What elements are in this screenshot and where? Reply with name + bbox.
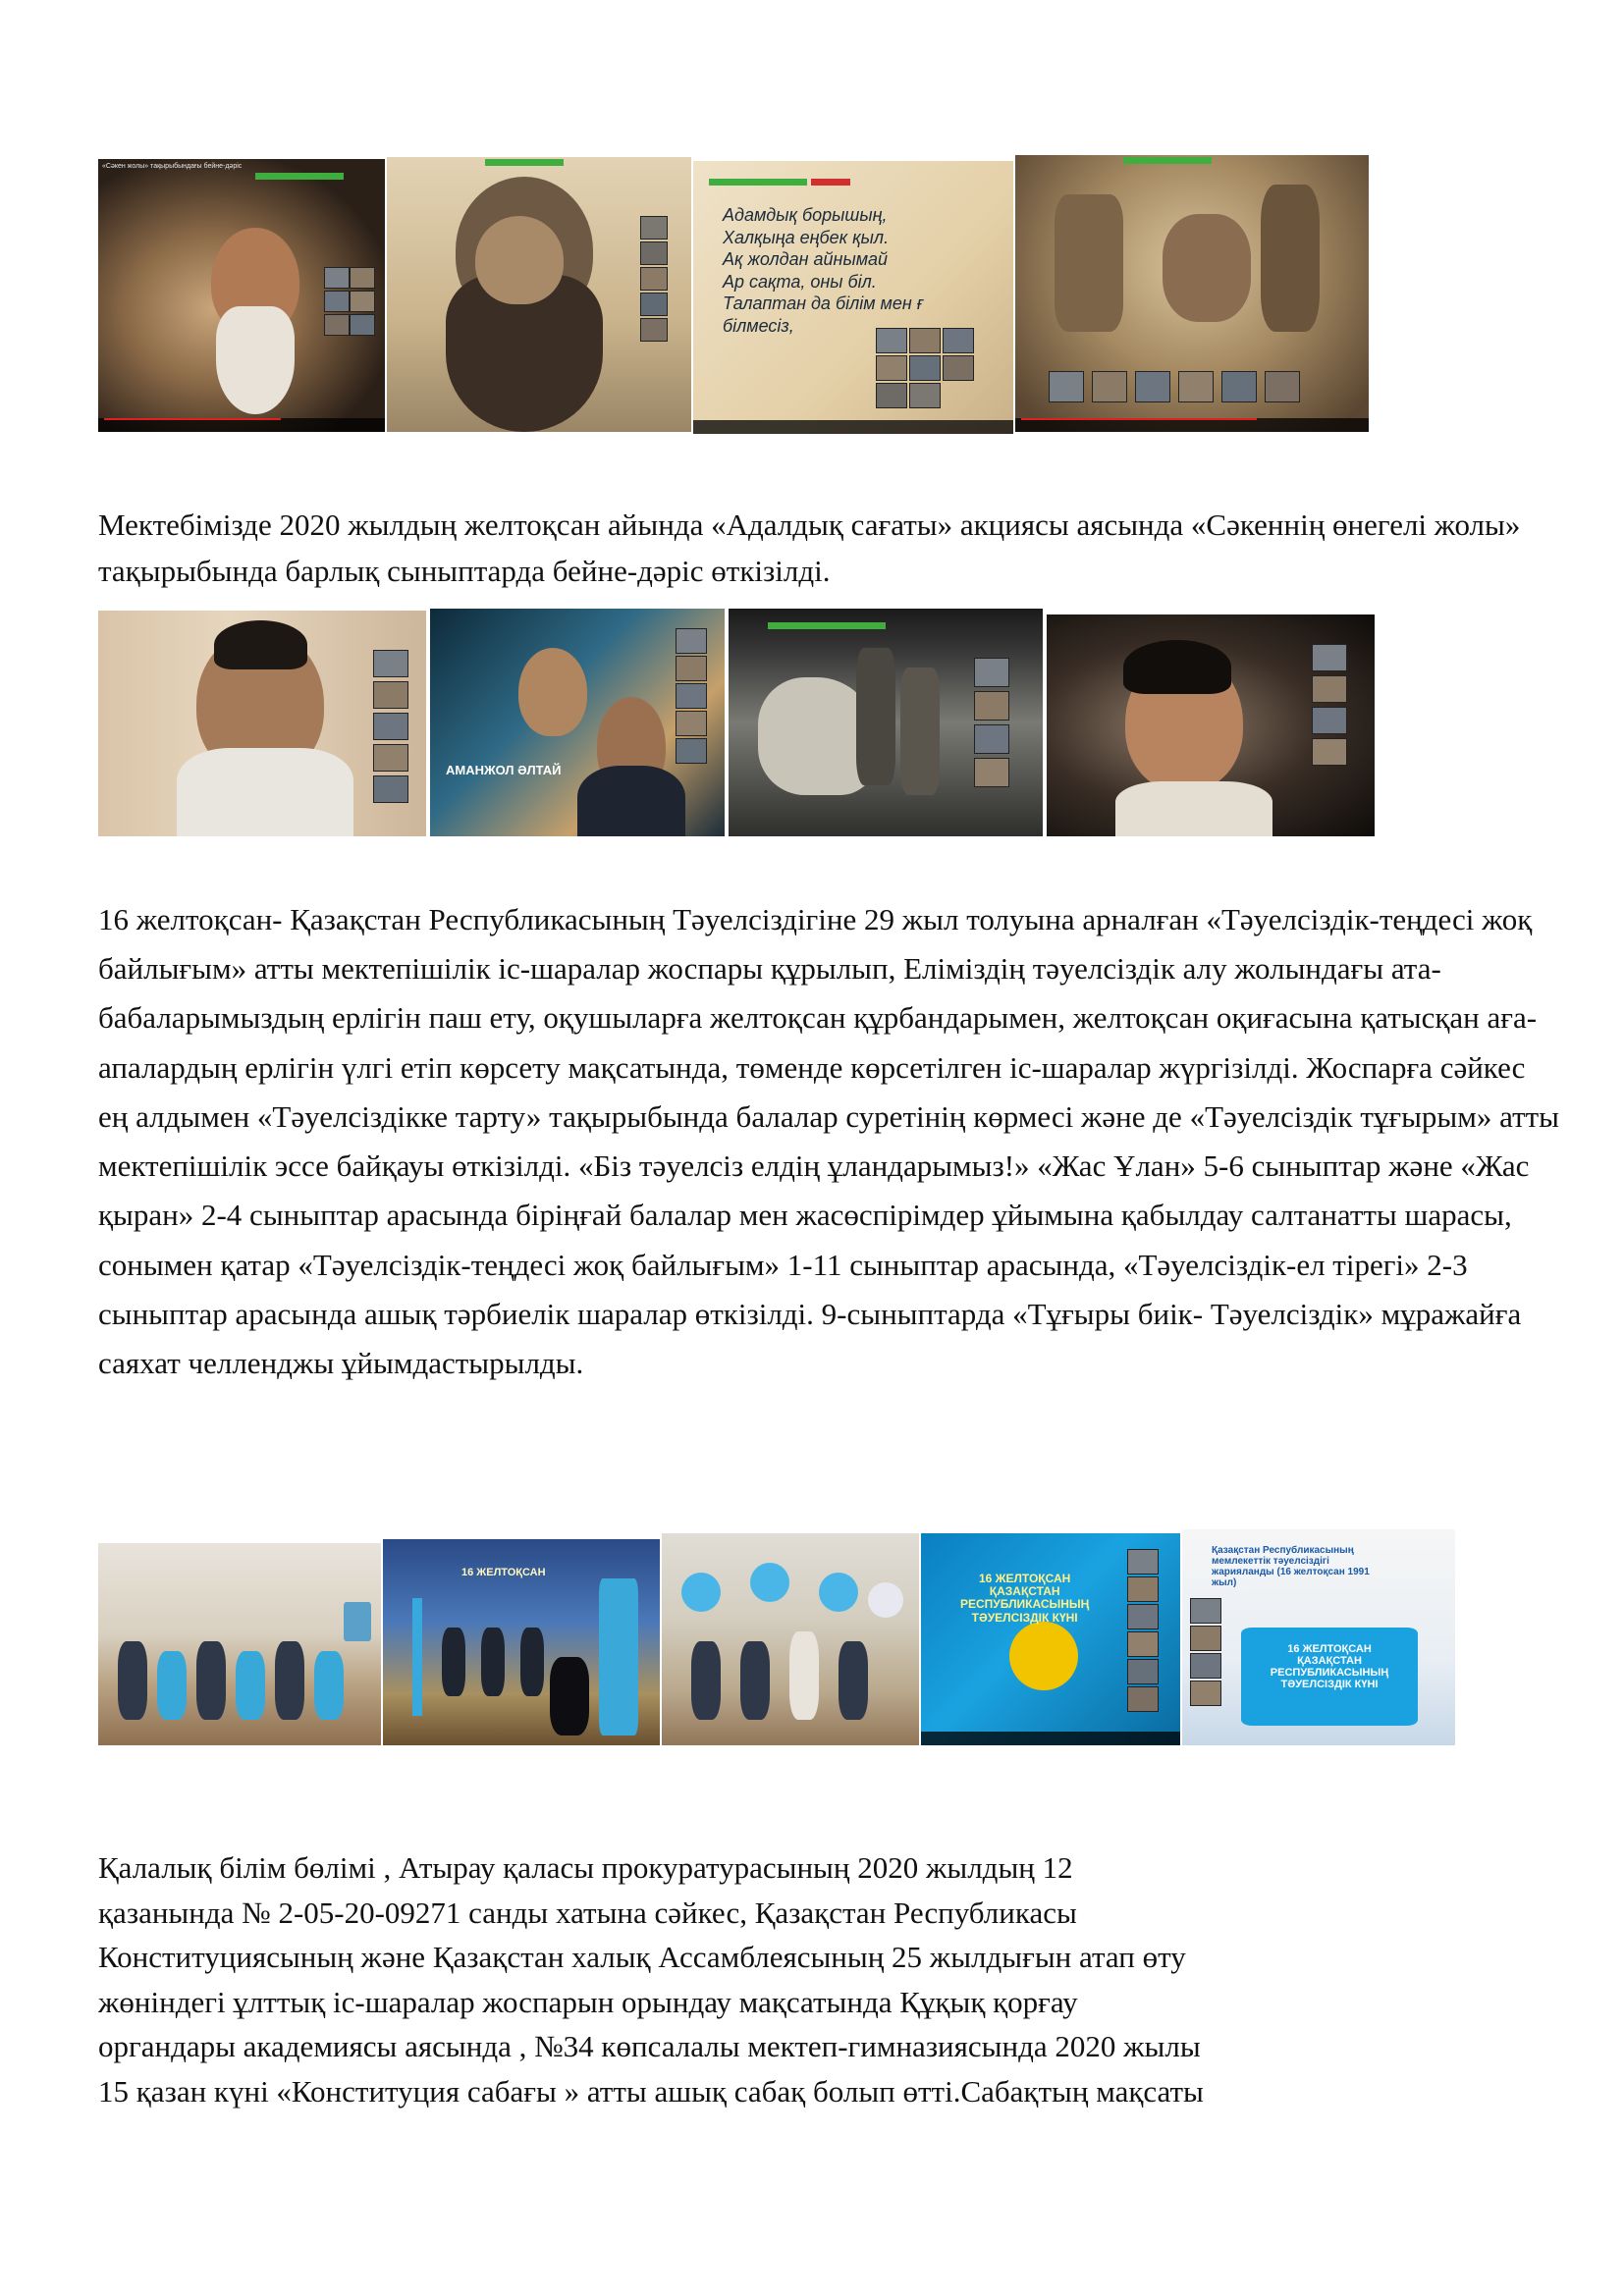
photo-actor-profile xyxy=(1047,614,1375,836)
photo-actor-portrait xyxy=(98,611,426,836)
constitution-line: органдары академиясы аясында , №34 көпсалалы мектеп-гимназиясында 2020 жылы xyxy=(98,2029,1201,2064)
paragraph-adaldyk-hour: Мектебімізде 2020 жылдың желтоқсан айында «Адалдық сағаты» акциясы аясында «Сәкеннің өнегелі жолы» тақырыбында барлық сыныптарда бейне-дәріс өткізілді. xyxy=(98,507,1521,588)
photo-stage-event xyxy=(383,1539,660,1745)
amanzhol-caption: АМАНЖОЛ ӘЛТАЙ xyxy=(446,763,562,777)
paragraph-constitution-lesson xyxy=(98,1845,1542,2113)
photo-poem-slide xyxy=(693,161,1013,434)
photo-independence-slide xyxy=(1182,1529,1455,1745)
photo-flag-slide xyxy=(921,1533,1180,1745)
poem-text: Адамдық борышың, Халқыңа еңбек қыл. Ақ жолдан айнымай Ар сақта, оны біл. Талаптан да білім мен ғ білмесіз, xyxy=(723,205,924,336)
photo-archive-scene xyxy=(1015,155,1369,432)
constitution-line: Қалалық білім бөлімі , Атырау қаласы прокуратурасының 2020 жылдың 12 xyxy=(98,1850,1073,1885)
photo-camel-archive xyxy=(729,609,1043,836)
paragraph-independence-events: 16 желтоқсан- Қазақстан Республикасының Тәуелсіздігіне 29 жыл толуына арналған «Тәуелсіздік-теңдесі жоқ байлығым» атты мектепішілік іс-шаралар жоспары құрылып, Еліміздің тәуелсіздік алу жолындағы ата-бабаларымыздың ерлігін паш ету, оқушыларға желтоқсан құрбандарымен, желтоқсан оқиғасына қатысқан аға-апалардың ерлігін үлгі етіп көрсету мақсатында, төменде көрсетілген іс-шаралар жүргізілді. Жоспарға сәйкес ең алдымен «Тәуелсіздікке тарту» тақырыбында балалар суретінің көрмесі және де «Тәуелсіздік тұғырым» атты мектепішілік эссе байқауы өткізілді. «Біз тәуелсіз елдің ұландарымыз!» «Жас Ұлан» 5-6 сыныптар және «Жас қыран» 2-4 сыныптар арасында біріңғай балалар мен жасөспірімдер ұйымына қабылдау салтанатты шарасы, сонымен қатар «Тәуелсіздік-теңдесі жоқ байлығым» 1-11 сыныптар арасында, «Тәуелсіздік-ел тірегі» 2-3 сыныптар арасында ашық тәрбиелік шаралар өткізілді. 9-сыныптарда «Тұғыры биік- Тәуелсіздік» мұражайға саяхат челленджы ұйымдастырылды. xyxy=(98,902,1559,1380)
video-title-text: «Сәкен жолы» тақырыбындағы бейне-дәріс xyxy=(102,163,243,170)
constitution-line: 15 қазан күні «Конституция сабағы » атты ашық сабақ болып өтті.Сабақтың мақсаты xyxy=(98,2073,1204,2109)
photo-elder-in-field xyxy=(98,159,385,432)
flag-slide-caption: 16 ЖЕЛТОҚСАН ҚАЗАҚСТАН РЕСПУБЛИКАСЫНЫҢ ТӘУЕЛСІЗДІК КҮНІ xyxy=(960,1572,1090,1625)
constitution-line: жөніндегі ұлттық іс-шаралар жоспарын орындау мақсатында Құқық қорғау xyxy=(98,1984,1078,2019)
independence-top-caption: Қазақстан Республикасының мемлекеттік тәуелсіздігі жарияланды (16 желтоқсан 1991 жыл) xyxy=(1212,1545,1370,1588)
constitution-line: қазанында № 2-05-20-09271 санды хатына сәйкес, Қазақстан Республикасы xyxy=(98,1895,1077,1930)
photo-children-ceremony xyxy=(98,1543,381,1745)
constitution-line: Конституциясының және Қазақстан халық Ассамблеясының 25 жылдығын атап өту xyxy=(98,1940,1186,1975)
independence-slide-caption: 16 ЖЕЛТОҚСАН ҚАЗАҚСТАН РЕСПУБЛИКАСЫНЫҢ ТӘУЕЛСІЗДІК КҮНІ xyxy=(1270,1643,1389,1691)
photo-bearded-elder-portrait xyxy=(387,157,691,432)
photo-amanzhol-altay xyxy=(430,609,725,836)
photo-balloons-hall xyxy=(662,1533,919,1745)
stage-caption: 16 ЖЕЛТОҚСАН xyxy=(461,1567,546,1578)
